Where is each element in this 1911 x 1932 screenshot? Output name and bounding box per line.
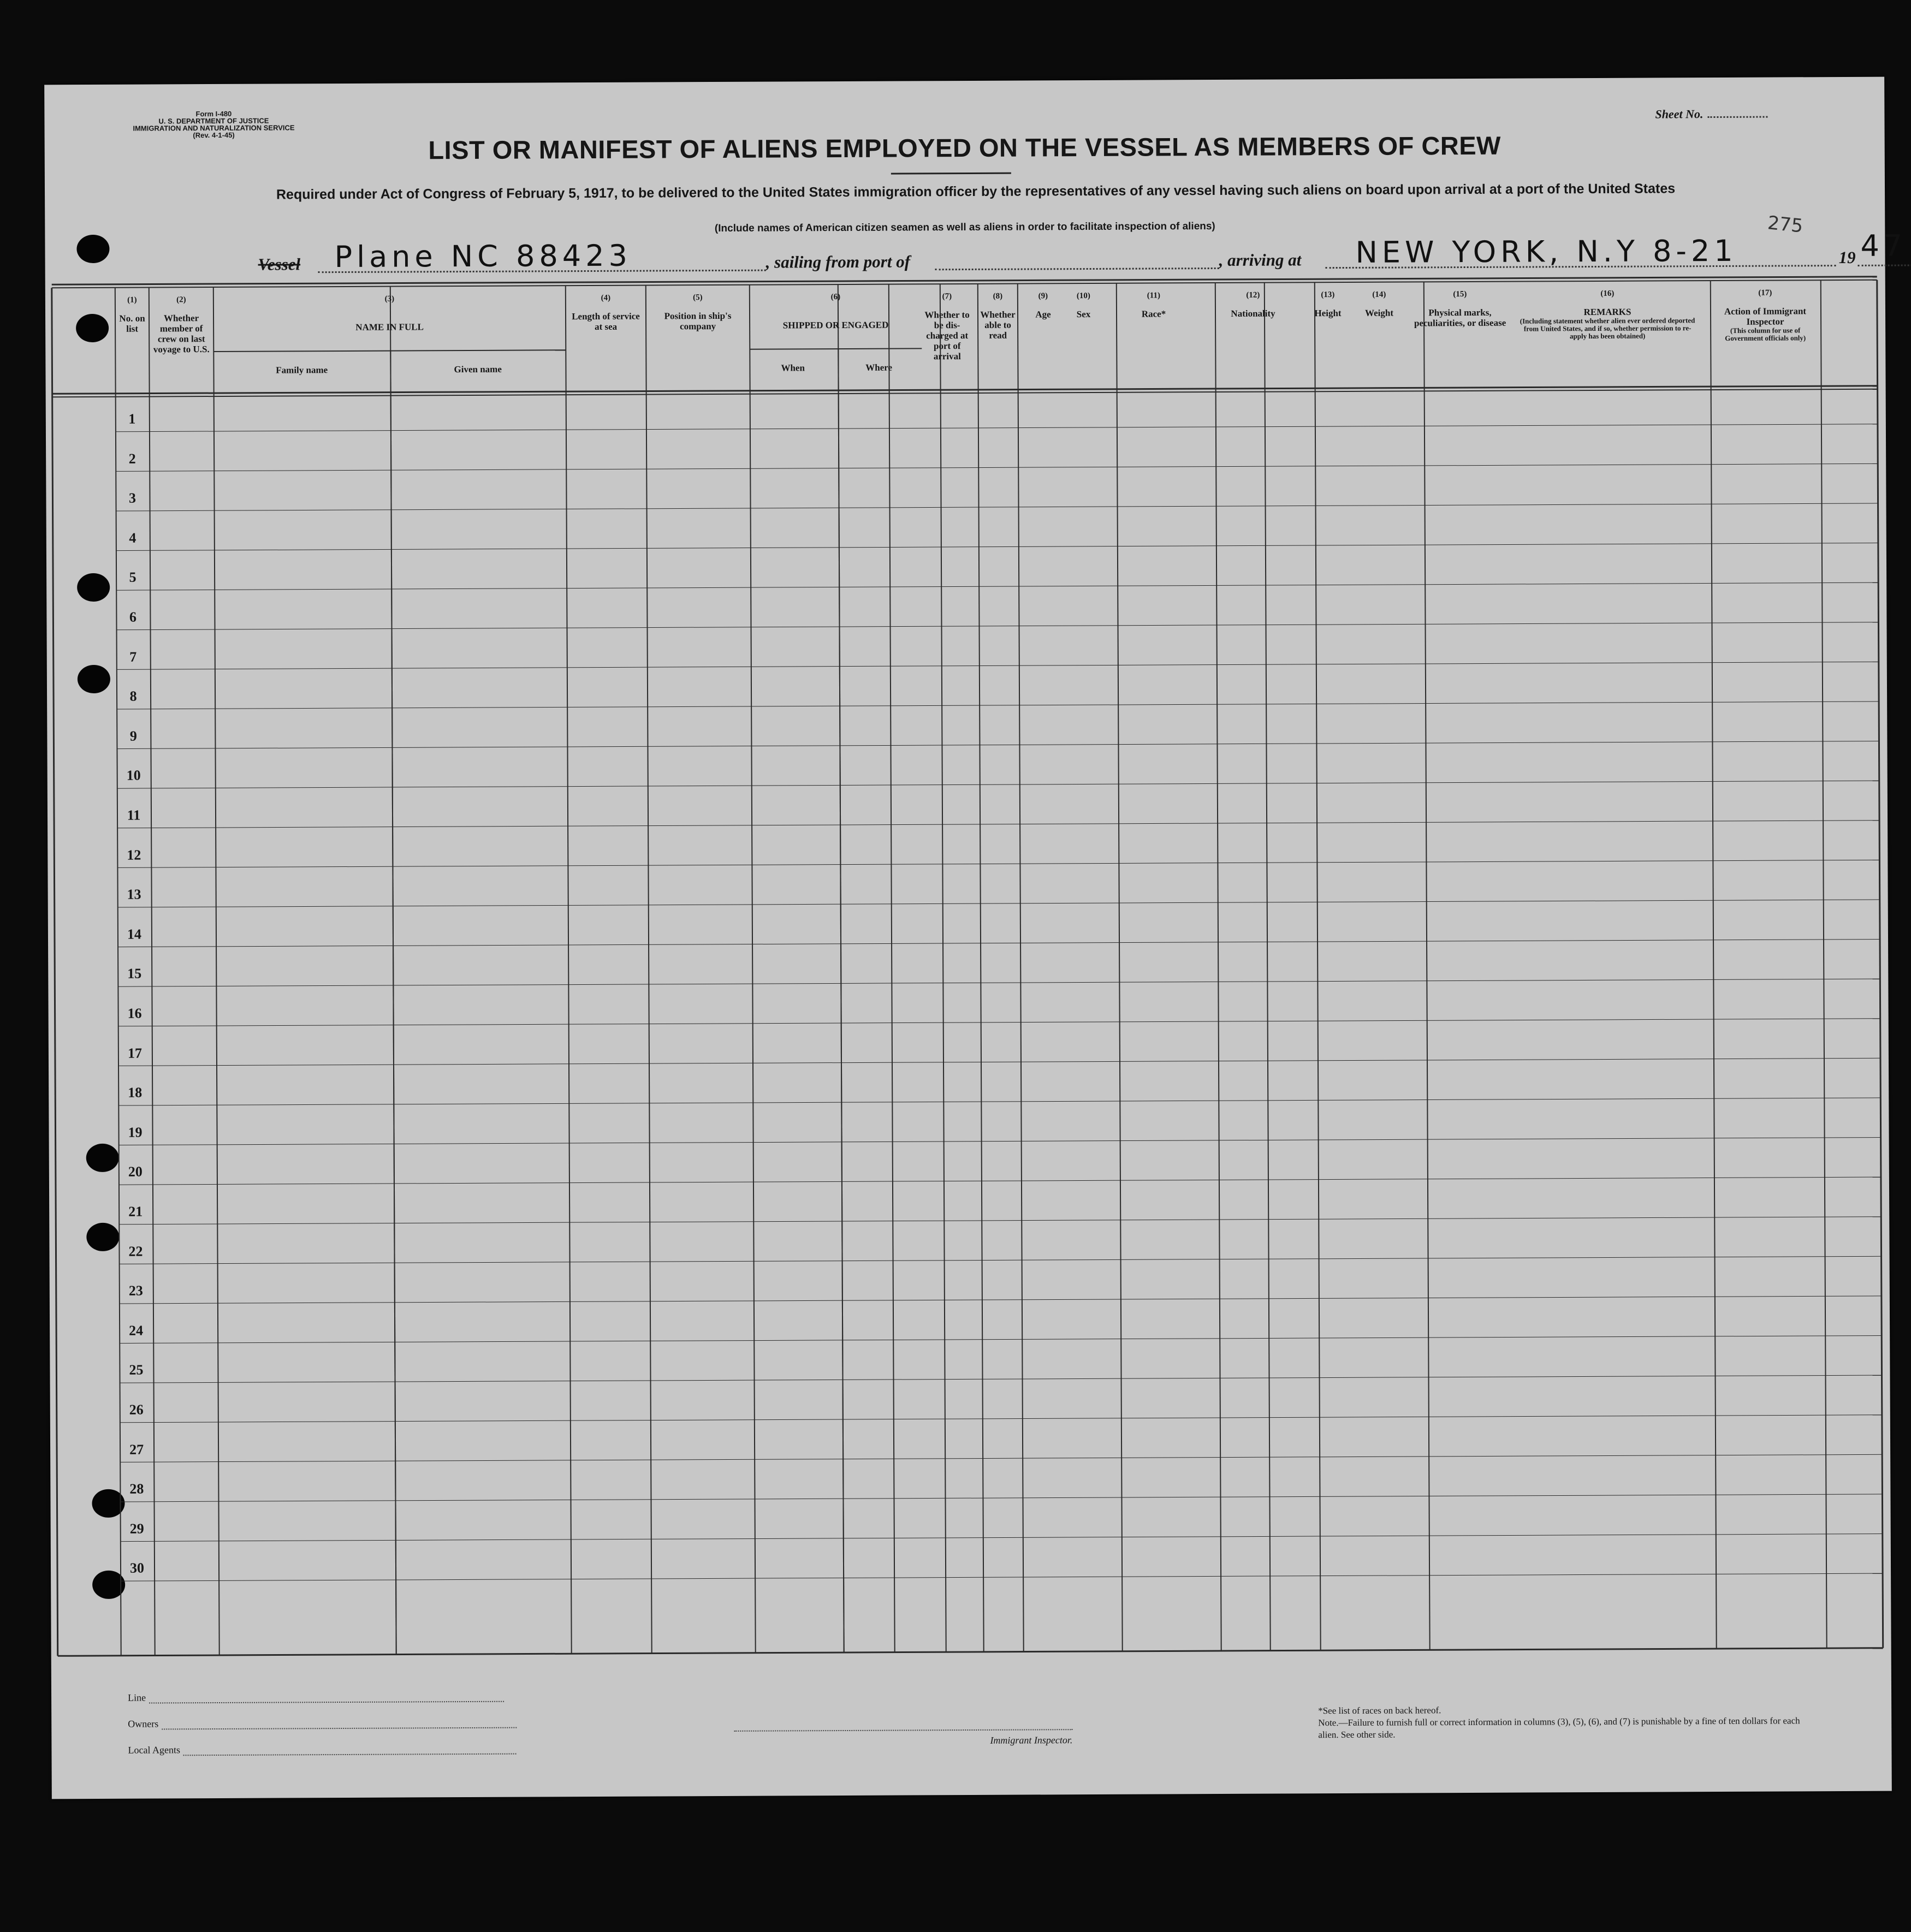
row-rule bbox=[117, 702, 1879, 709]
column-header bbox=[1063, 291, 1104, 319]
service-name: IMMIGRATION AND NATURALIZATION SERVICE bbox=[133, 123, 295, 133]
vessel-label: Vessel bbox=[258, 254, 301, 274]
column-number: (6) bbox=[830, 293, 841, 302]
column-header bbox=[213, 293, 566, 333]
row-rule bbox=[119, 1177, 1881, 1185]
column-number: (8) bbox=[993, 292, 1003, 301]
column-number: (13) bbox=[1321, 290, 1335, 300]
column-label: NAME IN FULL bbox=[355, 322, 424, 332]
column-label: Whether able to read bbox=[980, 309, 1016, 341]
column-rule bbox=[978, 284, 984, 1652]
row-number: 15 bbox=[127, 965, 142, 982]
column-label: No. on list bbox=[119, 313, 145, 334]
line-label: Line bbox=[128, 1692, 146, 1703]
row-number: 7 bbox=[129, 649, 137, 665]
row-number: 16 bbox=[127, 1005, 142, 1021]
column-header bbox=[149, 295, 213, 355]
column-number: (5) bbox=[693, 293, 703, 302]
row-number: 29 bbox=[129, 1520, 144, 1537]
row-rule bbox=[118, 1058, 1880, 1066]
column-note: (This column for use of Government officials only) bbox=[1725, 326, 1806, 342]
column-number: (3) bbox=[384, 294, 395, 304]
row-rule bbox=[116, 503, 1878, 511]
row-rule bbox=[121, 1573, 1883, 1581]
row-number: 17 bbox=[127, 1045, 142, 1061]
column-rule bbox=[889, 284, 895, 1652]
row-number: 18 bbox=[128, 1084, 143, 1101]
column-rule bbox=[1265, 283, 1271, 1651]
column-label: Weight bbox=[1364, 307, 1394, 318]
column-header bbox=[566, 293, 646, 332]
row-number: 8 bbox=[129, 688, 137, 704]
column-rule bbox=[940, 284, 946, 1652]
row-rule bbox=[117, 821, 1879, 828]
row-rule bbox=[118, 979, 1880, 986]
column-number: (14) bbox=[1372, 290, 1386, 299]
row-rule bbox=[117, 662, 1879, 669]
row-number: 21 bbox=[128, 1203, 143, 1220]
row-number: 25 bbox=[129, 1362, 144, 1378]
page-title: LIST OR MANIFEST OF ALIENS EMPLOYED ON THE VESSEL AS MEMBERS OF CREW bbox=[428, 130, 1502, 165]
column-rule bbox=[566, 286, 572, 1654]
column-number: (1) bbox=[127, 295, 137, 305]
year-value[interactable]: 47 bbox=[1860, 228, 1907, 263]
row-number: 4 bbox=[129, 530, 136, 546]
column-rule bbox=[1215, 283, 1221, 1651]
owners-label: Owners bbox=[128, 1718, 159, 1729]
column-header bbox=[1711, 288, 1820, 342]
column-header bbox=[922, 292, 973, 361]
column-subheader: Family name bbox=[276, 365, 328, 376]
row-number: 6 bbox=[129, 609, 136, 625]
column-number: (9) bbox=[1038, 292, 1048, 301]
row-number: 30 bbox=[129, 1560, 145, 1577]
column-header bbox=[1353, 289, 1405, 318]
row-rule bbox=[117, 860, 1879, 867]
row-rule bbox=[117, 781, 1879, 788]
row-rule bbox=[120, 1415, 1882, 1423]
row-number: 2 bbox=[128, 450, 136, 467]
row-rule bbox=[120, 1256, 1882, 1264]
immigrant-inspector-label: Immigrant Inspector. bbox=[990, 1734, 1073, 1746]
races-footnote: *See list of races on back hereof. bbox=[1318, 1705, 1441, 1716]
column-rule bbox=[646, 286, 652, 1654]
row-rule bbox=[117, 741, 1879, 749]
column-header bbox=[972, 292, 1023, 341]
row-number: 28 bbox=[129, 1481, 144, 1497]
row-rule bbox=[118, 940, 1880, 947]
arriving-at-value[interactable]: NEW YORK, N.Y 8-21 bbox=[1355, 233, 1737, 270]
column-rule bbox=[1711, 281, 1717, 1649]
column-rule bbox=[213, 287, 219, 1655]
sailing-from-label: , sailing from port of bbox=[765, 252, 911, 272]
row-number: 12 bbox=[127, 847, 141, 863]
row-rule bbox=[117, 622, 1879, 630]
row-rule bbox=[119, 1217, 1881, 1224]
row-rule bbox=[118, 900, 1880, 907]
row-rule bbox=[119, 1138, 1881, 1145]
footnotes bbox=[1318, 1703, 1809, 1741]
row-rule bbox=[118, 1019, 1880, 1026]
column-rule bbox=[1877, 280, 1883, 1648]
local-agents-field bbox=[128, 1743, 517, 1756]
row-rule bbox=[120, 1454, 1882, 1462]
column-header bbox=[646, 293, 750, 332]
column-rule bbox=[52, 288, 58, 1656]
manifest-sheet bbox=[44, 77, 1907, 1799]
column-label: Physical marks, peculiarities, or disease bbox=[1414, 307, 1506, 329]
column-number: (10) bbox=[1076, 292, 1090, 301]
row-number: 26 bbox=[129, 1401, 144, 1418]
row-number: 19 bbox=[128, 1124, 143, 1140]
sheet-number-label: Sheet No. bbox=[1655, 107, 1704, 121]
column-label: Age bbox=[1035, 309, 1051, 320]
column-label: Height bbox=[1314, 308, 1342, 319]
form-number: Form I-480 bbox=[195, 109, 232, 118]
vessel-value[interactable]: Plane NC 88423 bbox=[334, 238, 632, 275]
column-number: (15) bbox=[1453, 290, 1467, 299]
column-number: (4) bbox=[601, 293, 611, 302]
column-rule bbox=[1018, 284, 1024, 1652]
column-header bbox=[1303, 290, 1353, 318]
column-rule bbox=[1117, 283, 1123, 1651]
column-rule bbox=[750, 285, 756, 1653]
column-number: (7) bbox=[942, 292, 952, 301]
row-number: 14 bbox=[127, 926, 142, 942]
column-subheader: When bbox=[781, 362, 805, 373]
local-agents-label: Local Agents bbox=[128, 1744, 181, 1756]
column-label: Race* bbox=[1141, 308, 1166, 319]
column-rule bbox=[838, 349, 844, 1652]
immigrant-inspector-signature[interactable] bbox=[734, 1729, 1072, 1747]
row-rule bbox=[118, 1098, 1880, 1105]
column-header bbox=[1104, 290, 1203, 319]
row-number: 3 bbox=[128, 490, 136, 506]
row-rule bbox=[120, 1494, 1882, 1502]
row-number: 23 bbox=[128, 1282, 143, 1299]
instruction-note: (Include names of American citizen seamen as well as aliens in order to facilitate inspection of aliens) bbox=[714, 221, 1215, 235]
row-number: 10 bbox=[126, 767, 141, 784]
row-number: 1 bbox=[128, 411, 136, 427]
row-rule bbox=[120, 1336, 1882, 1344]
column-header bbox=[750, 292, 922, 330]
row-rule bbox=[116, 543, 1878, 551]
row-rule bbox=[120, 1296, 1882, 1304]
stamped-number: 275 bbox=[1766, 212, 1805, 237]
row-rule bbox=[116, 463, 1878, 471]
row-rule bbox=[116, 424, 1878, 432]
column-note: (Including statement whether alien ever ordered deported from United States, and if so, whether permission to re-apply has been obtained) bbox=[1520, 316, 1695, 341]
row-rule bbox=[121, 1534, 1883, 1542]
arriving-at-label: , arriving at bbox=[1219, 250, 1302, 270]
column-header bbox=[1405, 289, 1515, 329]
row-number: 20 bbox=[128, 1163, 143, 1180]
row-number: 24 bbox=[129, 1322, 144, 1339]
table-bottom-border bbox=[58, 1648, 1883, 1656]
shipped-subheader-rule bbox=[750, 348, 922, 349]
column-label: Length of service at sea bbox=[572, 311, 640, 332]
row-rule bbox=[116, 582, 1878, 590]
column-label: SHIPPED OR ENGAGED bbox=[782, 319, 889, 331]
department-name: U. S. DEPARTMENT OF JUSTICE bbox=[158, 116, 269, 126]
column-number: (11) bbox=[1147, 291, 1160, 300]
column-label: Position in ship's company bbox=[664, 310, 732, 332]
column-subheader: Where bbox=[865, 362, 893, 373]
revision-date: (Rev. 4-1-45) bbox=[193, 130, 235, 140]
column-label: Action of Immigrant Inspector bbox=[1724, 306, 1807, 327]
column-header bbox=[1203, 290, 1303, 319]
column-number: (17) bbox=[1758, 288, 1772, 298]
line-field bbox=[128, 1691, 504, 1704]
column-header bbox=[115, 295, 149, 334]
row-number: 13 bbox=[127, 886, 141, 902]
row-number: 11 bbox=[127, 807, 141, 823]
column-label: Nationality bbox=[1231, 308, 1275, 319]
row-rule bbox=[120, 1375, 1882, 1383]
column-rule bbox=[1821, 280, 1827, 1648]
column-label: Whether to be dis-charged at port of arrival bbox=[924, 309, 970, 362]
owners-field bbox=[128, 1717, 517, 1730]
page-subtitle: Required under Act of Congress of February 5, 1917, to be delivered to the United States immigration officer by the representatives of any vessel having such aliens on board upon arrival at a port of the United States bbox=[276, 181, 1676, 203]
row-number: 5 bbox=[129, 569, 136, 586]
column-label: REMARKS bbox=[1583, 306, 1631, 318]
penalty-note: Note.—Failure to furnish full or correct information in columns (3), (5), (6), and (7) is punishable by a fine of ten dollars for each alien. See other side. bbox=[1318, 1715, 1800, 1740]
column-number: (2) bbox=[176, 295, 186, 305]
column-label: Whether member of crew on last voyage to U.S. bbox=[153, 313, 210, 355]
year-prefix: 19 bbox=[1838, 247, 1856, 267]
column-number: (16) bbox=[1600, 289, 1615, 298]
column-rule bbox=[1424, 282, 1430, 1650]
column-subheader: Given name bbox=[454, 364, 502, 375]
row-number: 22 bbox=[128, 1243, 143, 1259]
row-number: 9 bbox=[129, 728, 137, 744]
column-label: Sex bbox=[1076, 309, 1091, 320]
column-rule bbox=[1315, 282, 1321, 1650]
column-rule bbox=[390, 351, 396, 1655]
name-subheader-rule bbox=[213, 350, 566, 352]
row-number: 27 bbox=[129, 1441, 144, 1458]
column-header bbox=[1023, 291, 1063, 319]
column-number: (12) bbox=[1246, 290, 1260, 300]
column-header bbox=[1515, 288, 1700, 340]
